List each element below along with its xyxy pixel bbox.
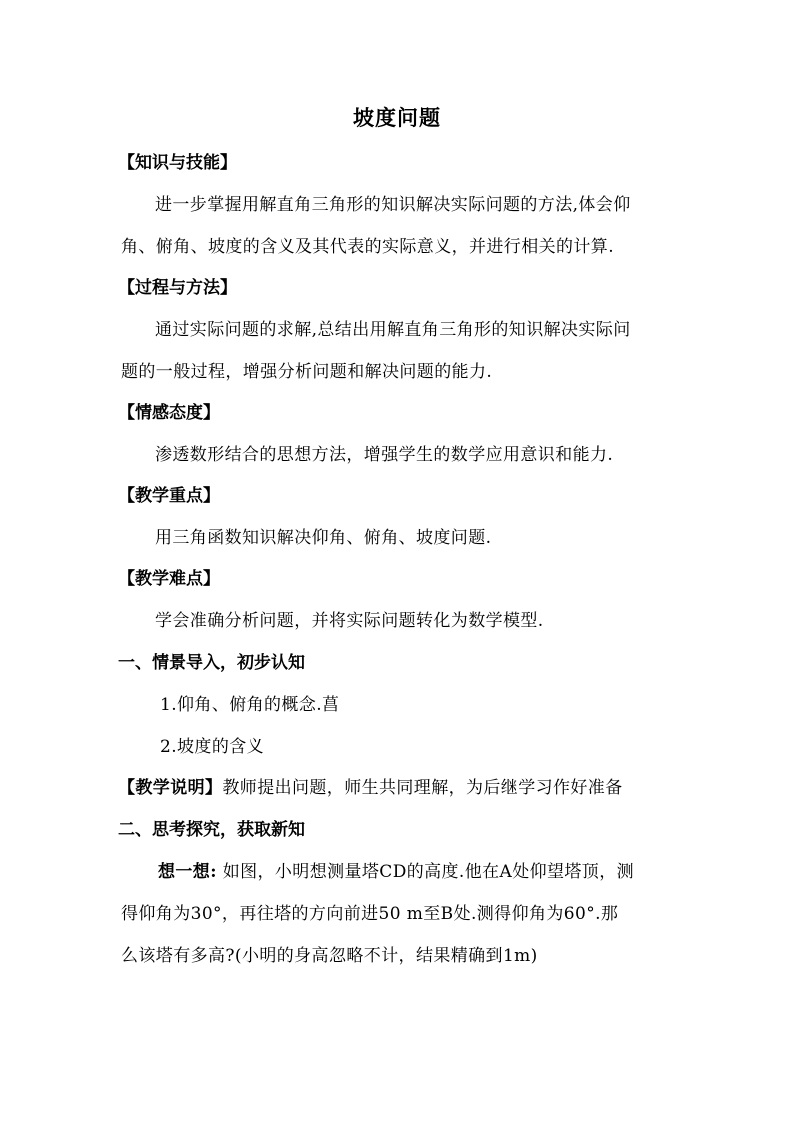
process-line-2: 题的一般过程，增强分析问题和解决问题的能力. xyxy=(121,362,493,382)
section-1-item-2: 2.坡度的含义 xyxy=(160,737,265,757)
key-point-heading: 【教学重点】 xyxy=(118,486,220,506)
think-line-1 xyxy=(158,857,634,882)
think-label: 想一想: xyxy=(158,862,217,882)
key-point-line-1: 用三角函数知识解决仰角、俯角、坡度问题. xyxy=(155,528,492,548)
teaching-note xyxy=(118,773,623,798)
think-text-1: 如图，小明想测量塔CD的高度.他在A处仰望塔顶，测 xyxy=(216,862,635,882)
knowledge-heading: 【知识与技能】 xyxy=(118,153,237,173)
teaching-note-label: 【教学说明】 xyxy=(118,778,223,798)
think-line-3: 么该塔有多高?(小明的身高忽略不计，结果精确到1m) xyxy=(121,946,538,966)
page-title: 坡度问题 xyxy=(353,105,441,130)
process-line-1: 通过实际问题的求解,总结出用解直角三角形的知识解决实际问 xyxy=(155,320,631,340)
difficulty-heading: 【教学难点】 xyxy=(118,569,220,589)
emotion-heading: 【情感态度】 xyxy=(118,403,220,423)
knowledge-line-2: 角、俯角、坡度的含义及其代表的实际意义，并进行相关的计算. xyxy=(121,237,615,257)
teaching-note-text: 教师提出问题，师生共同理解，为后继学习作好准备 xyxy=(222,778,623,798)
section-2-heading: 二、思考探究，获取新知 xyxy=(118,820,305,840)
knowledge-line-1: 进一步掌握用解直角三角形的知识解决实际问题的方法,体会仰 xyxy=(155,195,631,215)
section-1-item-1: 1.仰角、俯角的概念.菖 xyxy=(160,695,340,715)
think-line-2: 得仰角为30°，再往塔的方向前进50 m至B处.测得仰角为60°.那 xyxy=(121,904,619,924)
section-1-heading: 一、情景导入，初步认知 xyxy=(118,653,305,673)
difficulty-line-1: 学会准确分析问题，并将实际问题转化为数学模型. xyxy=(155,611,544,631)
emotion-line-1: 渗透数形结合的思想方法，增强学生的数学应用意识和能力. xyxy=(155,445,614,465)
process-heading: 【过程与方法】 xyxy=(118,278,237,298)
